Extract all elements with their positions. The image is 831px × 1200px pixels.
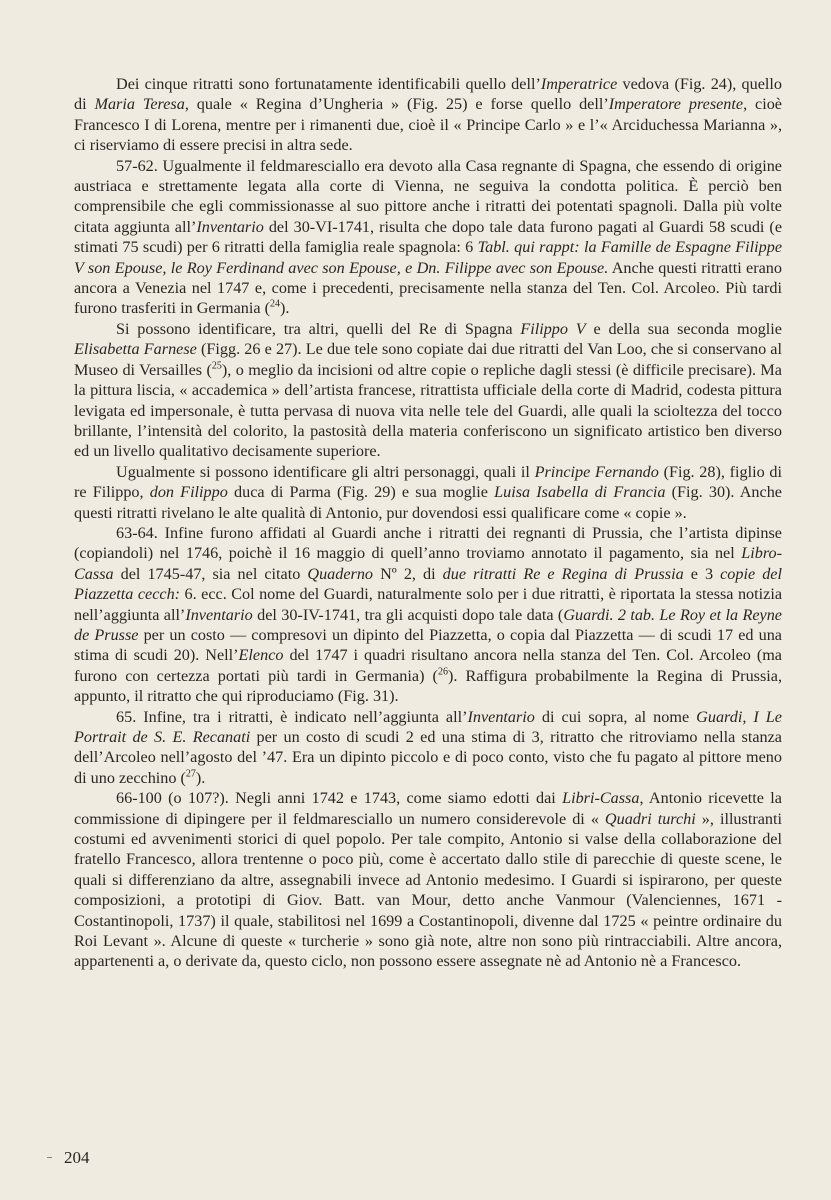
italic-run: Imperatrice: [540, 75, 618, 93]
italic-run: Inventario: [467, 707, 535, 726]
paragraph-empress-portraits: [74, 74, 782, 156]
text-run: », illustranti costumi ed avvenimenti storici di quel popolo. Per tale compito, Antonio si valse della collaborazione del fratello Francesco, allora trentenne o poco più, come è accertato dallo stile di parecchie di queste scene, le quali si differenziano da altre, assegnabili invece ad Antonio medesimo. I Guardi si ispirarono, per queste composizioni, a prototipi di Giov. Batt. van Mour, detto anche Vanmour (Valenciennes, 1671 - Costantinopoli, 1737) il quale, stabilitosi nel 1699 a Costantinopoli, divenne dal 1725 « peintre ordinaire du Roi Levant ». Alcune di queste « turcherie » sono già note, altre non sono più rintracciabili. Altre ancora, appartenenti a, o derivate da, questo ciclo, non possono essere assegnate nè ad Antonio nè a Francesco.: [74, 809, 782, 971]
text-run: vedova (Fig. 24), quello di: [74, 75, 782, 114]
italic-run: Maria Teresa: [94, 95, 185, 114]
italic-run: Quadri turchi: [604, 809, 696, 828]
paragraph-66-100-quadri-turchi: [74, 788, 782, 972]
text-run: del 1747 i quadri risultano ancora nella stanza del Ten. Col. Arcoleo (ma furono con certezza portati più tardi in Germania) (: [74, 646, 782, 685]
italic-run: Principe Fernando: [534, 462, 659, 481]
text-run: Dei cinque ritratti sono fortunatamente identificabili quello dell’: [116, 75, 541, 93]
text-run: e 3: [683, 564, 721, 583]
italic-run: Libro-Cassa: [74, 544, 782, 583]
text-run: (Fig. 30). Anche questi ritratti rivelano le alte qualità di Antonio, pur dovendosi essi qualificare come « copie ».: [74, 483, 782, 522]
text-run: 6. ecc. Col nome del Guardi, naturalmente solo per i due ritratti, è riportata la stessa notizia nell’aggiunta all’: [74, 585, 783, 624]
text-run: ). Raffigura probabilmente la Regina di Prussia, appunto, il ritratto che qui riproduciamo (Fig. 31).: [74, 666, 782, 706]
italic-run: Luisa Isabella di Francia: [494, 483, 666, 502]
text-run: ).: [279, 299, 290, 318]
italic-run: Quaderno: [307, 564, 374, 583]
italic-run: Guardi. 2 tab. Le Roy et la Reyne de Prusse: [74, 605, 782, 644]
text-run: di cui sopra, al nome: [534, 707, 697, 726]
text-run: 65. Infine, tra i ritratti, è indicato nell’aggiunta all’: [116, 707, 468, 726]
text-run: 63-64. Infine furono affidati al Guardi anche i ritratti dei regnanti di Prussia, che l’artista dipinse (copiandoli) nel 1746, poichè il 16 maggio di quell’anno troviamo annotato il pagamento, sia nel: [74, 523, 782, 563]
italic-run: Imperatore presente: [608, 95, 744, 114]
text-run: ), o meglio da incisioni od altre copie o repliche dagli stessi (è difficile precisare). Ma la pittura liscia, « accademica » dell’artista francese, ritrattista ufficiale della corte di Madrid, codesta pittura levigata ed impersonale, è tutta pervasa di nuova vita nelle tele del Guardi, alle quali la scioltezza del tocco brillante, l’intensità del colorito, la pastosità della materia conferiscono un significato artistico ben diverso ed un livello qualitativo decisamente superiore.: [74, 360, 782, 461]
italic-run: don Filippo: [149, 483, 228, 502]
paragraph-63-64-prussia: [74, 523, 782, 707]
italic-run: copie del Piazzetta cecch:: [74, 564, 782, 604]
text-run: Nº 2, di: [373, 564, 443, 583]
page-body: [74, 74, 782, 972]
italic-run: Guardi, I Le Portrait de S. E. Recanati: [74, 707, 782, 746]
paragraph-57-62-spanish-royals: [74, 156, 782, 319]
text-run: (Fig. 28), figlio di re Filippo,: [74, 462, 782, 502]
text-run: Anche questi ritratti erano ancora a Venezia nel 1747 e, come i precedenti, precisamente nella stanza del Ten. Col. Arcoleo. Più tardi furono trasferiti in Germania (: [74, 258, 782, 318]
italic-run: Elisabetta Farnese: [74, 340, 197, 359]
text-run: Si possono identificare, tra altri, quelli del Re di Spagna: [116, 319, 521, 338]
footnote-ref: 25: [211, 360, 222, 372]
italic-run: Tabl. qui rappt: la Famille de Espagne Filippe V son Epouse, le Roy Ferdinand avec son Epouse, e Dn. Filippe avec son Epouse.: [74, 238, 782, 277]
italic-run: Filippo V: [520, 319, 586, 338]
text-run: del 30-IV-1741, tra gli acquisti dopo tale data (: [252, 605, 564, 624]
text-run: ).: [195, 768, 206, 787]
paragraph-filippo-elisabetta: [74, 319, 782, 462]
text-run: 66-100 (o 107?). Negli anni 1742 e 1743, come siamo edotti dai: [116, 789, 563, 808]
italic-run: Libri-Cassa: [562, 789, 640, 808]
text-run: (Figg. 26 e 27). Le due tele sono copiate dai due ritratti del Van Loo, che si conservano al Museo di Versailles (: [74, 340, 782, 379]
footnote-ref: 24: [269, 299, 280, 311]
text-run: per un costo di scudi 2 ed una stima di 3, ritratto che ritroviamo nella stanza dell’Arcoleo nell’agosto del ’47. Era un dipinto piccolo e di poco conto, visto che fu pagato al pittore meno di uno zecchino (: [74, 728, 782, 787]
paragraph-65-recanati: [74, 707, 782, 789]
footnote-ref: 26: [437, 666, 448, 678]
italic-run: Inventario: [185, 605, 253, 624]
margin-tick: [47, 1157, 52, 1158]
footnote-ref: 27: [185, 768, 196, 780]
paragraph-other-personages: [74, 462, 782, 523]
text-run: , cioè Francesco I di Lorena, mentre per i rimanenti due, cioè il « Principe Carlo » e l’« Arciduchessa Marianna », ci riserviamo di essere precisi in altra sede.: [74, 95, 782, 155]
text-run: del 30-VI-1741, risulta che dopo tale data furono pagati al Guardi 58 scudi (e stimati 75 scudi) per 6 ritratti della famiglia reale spagnola: 6: [74, 217, 782, 257]
text-run: del 1745-47, sia nel citato: [113, 564, 308, 583]
text-run: per un costo — compresovi un dipinto del Piazzetta, o copia dal Piazzetta — di scudi 17 ed una stima di scudi 20). Nell’: [74, 625, 782, 665]
text-run: duca di Parma (Fig. 29) e sua moglie: [227, 483, 495, 502]
italic-run: Elenco: [238, 646, 284, 665]
italic-run: due ritratti Re e Regina di Prussia: [442, 564, 684, 583]
text-run: Ugualmente si possono identificare gli altri personaggi, quali il: [116, 462, 535, 481]
text-run: e della sua seconda moglie: [585, 319, 782, 338]
italic-run: Inventario: [196, 217, 264, 236]
text-run: , Antonio ricevette la commissione di dipingere per il feldmaresciallo un numero considerevole di «: [74, 789, 782, 828]
text-run: 57-62. Ugualmente il feldmaresciallo era devoto alla Casa regnante di Spagna, che essendo di origine austriaca e strettamente legata alla corte di Vienna, ne seguiva la condotta politica. È perciò ben comprensibile che egli commissionasse al suo pittore anche i ritratti dei potentati spagnoli. Dalla più volte citata aggiunta all’: [74, 156, 782, 236]
page-number: 204: [64, 1148, 90, 1167]
text-run: , quale « Regina d’Ungheria » (Fig. 25) e forse quello dell’: [184, 95, 609, 114]
